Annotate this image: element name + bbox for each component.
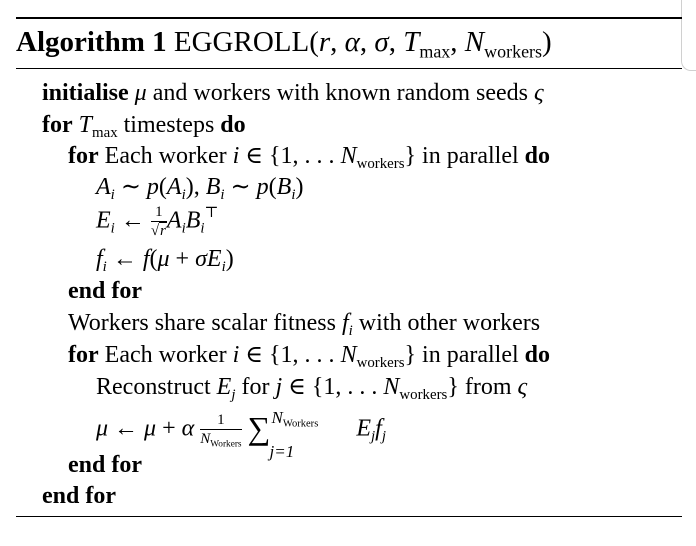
n-sub: workers — [356, 355, 405, 372]
seed-symbol: ς — [517, 374, 528, 400]
param-alpha: α — [344, 26, 360, 58]
set-open: ∈ {1, . . . — [239, 342, 341, 368]
set-close: } — [404, 143, 417, 169]
window-edge-decoration — [681, 0, 696, 71]
a-symbol: A — [166, 174, 182, 200]
i-sub: i — [110, 220, 115, 237]
i-sub: i — [181, 187, 186, 204]
fraction-numerator: 1 — [200, 413, 241, 430]
plus: + — [169, 246, 196, 272]
set-close: } — [447, 374, 459, 400]
mu-symbol: μ — [144, 415, 157, 442]
sim: ∼ — [224, 174, 257, 200]
algorithm-top-rule — [16, 17, 682, 19]
comma: , — [450, 26, 465, 58]
i-sub: i — [181, 220, 186, 237]
n-symbol: N — [340, 143, 357, 169]
e-symbol: E — [206, 246, 222, 272]
j-sub: j — [371, 428, 376, 445]
e-symbol: E — [356, 415, 372, 442]
line-text: Each worker — [98, 342, 233, 368]
n-symbol: N — [200, 431, 211, 447]
i-sub: i — [200, 220, 205, 237]
mu-symbol: μ — [157, 246, 170, 272]
arrow: ← — [106, 246, 143, 272]
keyword-do: do — [220, 112, 246, 138]
algorithm-header-rule — [16, 68, 682, 69]
keyword-for: for — [42, 112, 73, 138]
line-text: in parallel — [416, 342, 525, 368]
p-symbol: p — [256, 174, 269, 200]
paren-close: ) — [542, 26, 552, 58]
i-sub: i — [221, 259, 226, 276]
set-open: ∈ {1, . . . — [282, 374, 384, 400]
paren: ), — [185, 174, 206, 200]
fraction-denominator — [151, 222, 167, 239]
algorithm-label: Algorithm 1 — [16, 26, 167, 58]
param-n: N — [464, 26, 485, 58]
line-text: timesteps — [117, 112, 221, 138]
line-for-timesteps — [42, 110, 246, 140]
j-symbol: j — [275, 374, 283, 400]
i-sub: i — [291, 187, 296, 204]
sigma-sum-symbol: ∑ — [247, 410, 271, 446]
b-symbol: B — [185, 207, 201, 234]
a-symbol: A — [166, 207, 182, 234]
fraction-one-over-n — [200, 412, 242, 450]
n-sub: Workers — [282, 418, 319, 430]
paren-open: ( — [309, 26, 319, 58]
f-symbol: f — [142, 246, 150, 272]
sim: ∼ — [114, 174, 147, 200]
keyword-end-for: end for — [42, 483, 116, 509]
i-sub: i — [110, 187, 115, 204]
arrow: ← — [114, 207, 151, 234]
i-symbol: i — [232, 342, 240, 368]
sum-upper-limit — [272, 403, 319, 433]
line-text: Workers share scalar fitness — [68, 310, 342, 336]
mu-symbol: μ — [96, 415, 109, 442]
line-text: in parallel — [416, 143, 525, 169]
fraction-one-over-sqrt-r — [151, 205, 167, 239]
b-symbol: B — [205, 174, 221, 200]
param-sigma: σ — [374, 26, 389, 58]
summation — [247, 408, 319, 461]
algorithm-name: EGGROLL — [173, 26, 310, 58]
line-for-workers-1 — [68, 141, 550, 171]
r-symbol: r — [160, 223, 166, 239]
paren: ) — [295, 174, 304, 200]
n-sub: workers — [399, 387, 448, 404]
line-text: and workers with known random seeds — [146, 80, 534, 106]
arrow: ← — [108, 415, 145, 442]
line-end-for-3 — [42, 481, 116, 511]
i-sub: i — [102, 259, 107, 276]
algorithm-bottom-rule — [16, 516, 682, 517]
j-sub: j — [381, 428, 386, 445]
paren: ( — [149, 246, 158, 272]
line-end-for-2 — [68, 450, 142, 480]
line-text: Each worker — [98, 143, 233, 169]
paren: ( — [268, 174, 277, 200]
comma: , — [330, 26, 345, 58]
line-update-mu — [96, 408, 386, 461]
i-symbol: i — [232, 143, 240, 169]
i-sub: i — [348, 323, 353, 340]
sigma-symbol: σ — [195, 246, 207, 272]
line-initialise — [42, 78, 544, 108]
algorithm-title — [16, 22, 552, 62]
keyword-do: do — [524, 342, 551, 368]
n-sub: workers — [356, 156, 405, 173]
keyword-end-for: end for — [68, 278, 142, 304]
fraction-denominator — [200, 430, 242, 450]
n-symbol: N — [340, 342, 357, 368]
keyword-do: do — [524, 143, 551, 169]
comma: , — [359, 26, 375, 58]
i-sub: i — [220, 187, 225, 204]
sum-lower-limit: j=1 — [269, 442, 295, 461]
n-sub: Workers — [210, 439, 242, 450]
e-symbol: E — [216, 374, 232, 400]
param-r: r — [318, 26, 331, 58]
paren: ( — [158, 174, 167, 200]
set-open: ∈ {1, . . . — [239, 143, 341, 169]
line-for-workers-2 — [68, 340, 550, 370]
t-symbol: T — [78, 112, 93, 138]
seed-symbol: ς — [533, 80, 544, 106]
b-symbol: B — [276, 174, 292, 200]
line-end-for-1 — [68, 276, 142, 306]
comma: , — [388, 26, 404, 58]
param-t-sub: max — [419, 41, 451, 62]
param-n-sub: workers — [484, 41, 543, 62]
n-symbol: N — [271, 408, 283, 427]
line-text: from — [458, 374, 518, 400]
line-compute-e — [96, 205, 219, 239]
f-symbol: f — [96, 246, 103, 272]
t-sub: max — [92, 125, 118, 142]
a-symbol: A — [96, 174, 111, 200]
n-symbol: N — [383, 374, 400, 400]
sqrt-sign: √ — [150, 223, 160, 239]
fraction-numerator: 1 — [151, 205, 167, 222]
e-symbol: E — [96, 207, 111, 234]
alpha-symbol: α — [181, 415, 195, 442]
line-text: with other workers — [352, 310, 541, 336]
line-evaluate-f — [96, 244, 234, 274]
j-sub: j — [231, 387, 236, 404]
keyword-initialise: initialise — [42, 80, 129, 106]
line-sample-ab — [96, 172, 303, 202]
mu-symbol: μ — [134, 80, 147, 106]
set-close: } — [404, 342, 417, 368]
line-text: for — [235, 374, 276, 400]
line-reconstruct — [96, 372, 527, 402]
plus: + — [156, 415, 182, 442]
line-text: Reconstruct — [96, 374, 217, 400]
transpose-symbol: ⊤ — [204, 205, 219, 222]
f-symbol: f — [375, 415, 382, 442]
paren: ) — [225, 246, 234, 272]
param-t: T — [403, 26, 420, 58]
keyword-for: for — [68, 143, 99, 169]
f-symbol: f — [341, 310, 349, 336]
keyword-end-for: end for — [68, 452, 142, 478]
p-symbol: p — [146, 174, 159, 200]
keyword-for: for — [68, 342, 99, 368]
line-share-fitness — [68, 308, 540, 338]
